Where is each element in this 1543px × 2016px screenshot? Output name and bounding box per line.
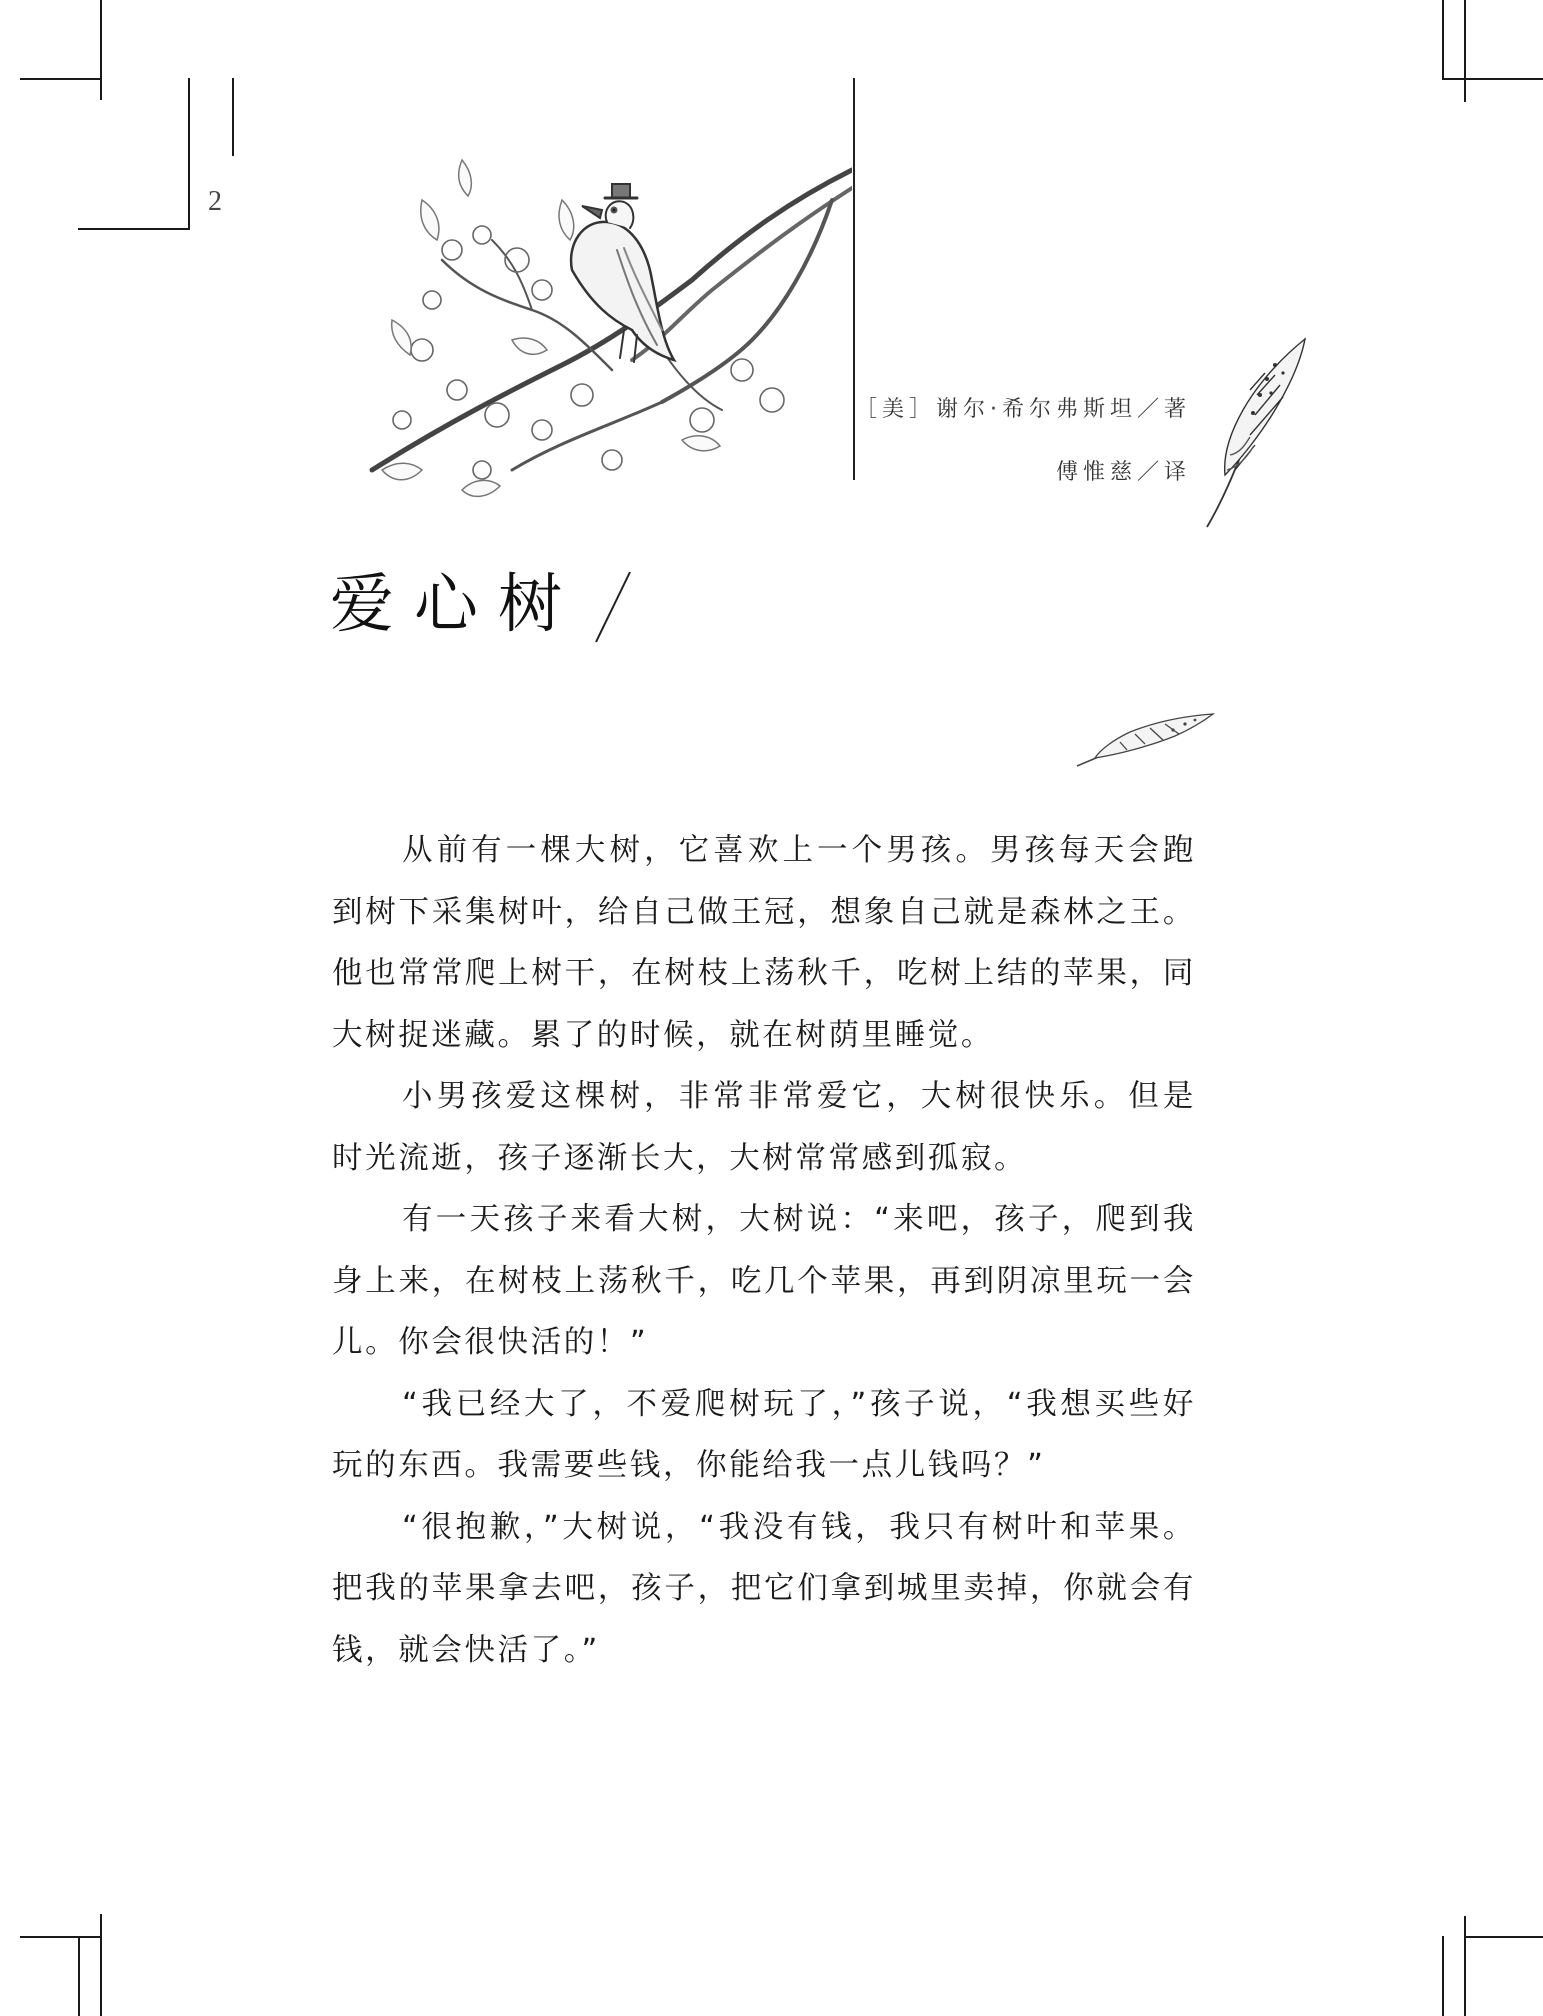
crop-mark	[20, 1936, 100, 1938]
crop-mark	[78, 228, 188, 230]
paragraph: “我已经大了，不爱爬树玩了，”孩子说，“我想买些好玩的东西。我需要些钱，你能给我一点儿钱吗？”	[332, 1386, 1196, 1483]
title-block	[330, 560, 582, 650]
translator-credit: 傅惟慈／译	[1055, 460, 1191, 485]
crop-mark	[188, 78, 190, 230]
crop-mark	[78, 1936, 80, 2016]
article-title: 爱心树	[330, 568, 582, 642]
paragraph: “很抱歉，”大树说，“我没有钱，我只有树叶和苹果。把我的苹果拿去吧，孩子，把它们拿到城里卖掉，你就会有钱，就会快活了。”	[332, 1509, 1196, 1668]
paragraph: 小男孩爱这棵树，非常非常爱它，大树很快乐。但是时光流逝，孩子逐渐长大，大树常常感到孤寂。	[332, 1079, 1196, 1176]
crop-mark	[100, 1914, 102, 2016]
feather-icon	[1075, 710, 1215, 768]
bird-branch-illustration	[362, 140, 852, 520]
paragraph: 从前有一棵大树，它喜欢上一个男孩。男孩每天会跑到树下采集树叶，给自己做王冠，想象自己就是森林之王。他也常常爬上树干，在树枝上荡秋千，吃树上结的苹果，同大树捉迷藏。累了的时候，就在树荫里睡觉。	[332, 833, 1196, 1053]
article-body	[332, 820, 1196, 1681]
crop-mark	[100, 0, 102, 100]
author-credit: ［美］谢尔·希尔弗斯坦／著	[855, 397, 1191, 422]
crop-mark	[20, 78, 100, 80]
crop-mark	[1442, 0, 1444, 78]
crop-mark	[1442, 78, 1543, 80]
feather-icon	[1205, 335, 1315, 530]
crop-mark	[232, 78, 234, 156]
crop-mark	[1464, 1916, 1466, 2016]
slash-mark	[590, 568, 636, 646]
page-number: 2	[208, 186, 222, 217]
paragraph: 有一天孩子来看大树，大树说：“来吧，孩子，爬到我身上来，在树枝上荡秋千，吃几个苹果，再到阴凉里玩一会儿。你会很快活的！”	[332, 1202, 1196, 1360]
crop-mark	[1442, 1936, 1444, 2016]
crop-mark	[1464, 0, 1466, 102]
crop-mark	[1464, 1936, 1543, 1938]
